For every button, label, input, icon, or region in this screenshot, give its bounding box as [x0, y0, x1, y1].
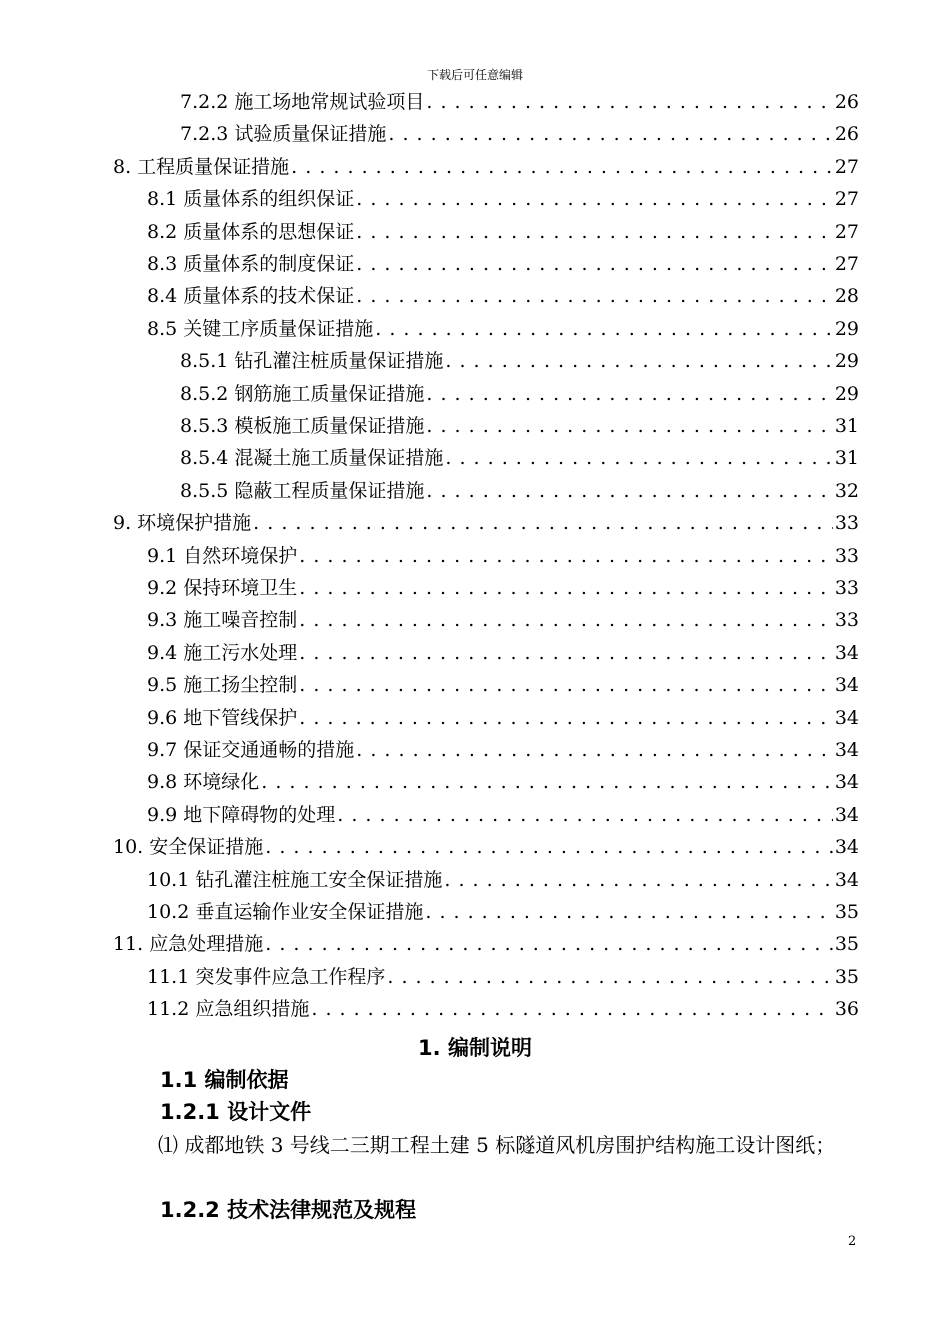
- toc-leader-dots: [426, 477, 832, 505]
- toc-entry-page: 29: [834, 317, 859, 340]
- toc-entry-page: 29: [834, 382, 859, 405]
- toc-leader-dots: [337, 801, 833, 829]
- toc-entry-label: 7.2.3 试验质量保证措施: [180, 123, 387, 146]
- toc-entry-label: 8.5.1 钻孔灌注桩质量保证措施: [180, 350, 444, 373]
- toc-entry-label: 9.6 地下管线保护: [147, 706, 298, 729]
- toc-entry[interactable]: [147, 801, 859, 829]
- toc-entry-label: 8.1 质量体系的组织保证: [147, 188, 355, 211]
- toc-entry-label: 11.2 应急组织措施: [147, 998, 310, 1021]
- toc-leader-dots: [356, 250, 833, 278]
- toc-entry-page: 33: [834, 609, 859, 632]
- toc-entry-page: 27: [834, 188, 859, 211]
- toc-leader-dots: [387, 963, 832, 991]
- toc-entry-page: 35: [834, 901, 859, 923]
- toc-entry[interactable]: [180, 88, 859, 116]
- toc-leader-dots: [445, 347, 832, 375]
- toc-leader-dots: [388, 120, 832, 148]
- toc-entry[interactable]: [113, 930, 859, 958]
- toc-entry[interactable]: [147, 542, 859, 570]
- toc-leader-dots: [253, 509, 833, 537]
- toc-entry-page: 27: [834, 155, 859, 178]
- toc-entry[interactable]: [147, 282, 859, 310]
- subsection-heading-1-1: 1.1 编制依据: [160, 1068, 289, 1092]
- toc-entry-label: 8.2 质量体系的思想保证: [147, 220, 355, 243]
- toc-leader-dots: [356, 282, 833, 310]
- toc-entry-label: 9. 环境保护措施: [113, 512, 252, 535]
- toc-leader-dots: [299, 606, 833, 634]
- toc-entry[interactable]: [147, 866, 859, 894]
- toc-entry-label: 9.2 保持环境卫生: [147, 577, 298, 599]
- toc-entry-page: 34: [834, 674, 859, 697]
- toc-leader-dots: [356, 218, 833, 246]
- toc-entry-page: 33: [834, 512, 859, 535]
- toc-entry[interactable]: [147, 185, 859, 213]
- toc-entry-page: 27: [834, 253, 859, 275]
- toc-entry-page: 34: [834, 836, 859, 859]
- toc-entry-page: 34: [834, 803, 859, 826]
- toc-entry-page: 34: [834, 771, 859, 794]
- toc-leader-dots: [291, 153, 833, 181]
- toc-entry[interactable]: [147, 574, 859, 602]
- toc-entry[interactable]: [147, 671, 859, 699]
- toc-entry-page: 31: [834, 447, 859, 470]
- toc-entry-label: 8.5 关键工序质量保证措施: [147, 317, 374, 340]
- toc-entry[interactable]: [147, 995, 859, 1023]
- toc-entry[interactable]: [147, 639, 859, 667]
- toc-entry-page: 36: [834, 998, 859, 1021]
- page-number: 2: [848, 1234, 857, 1249]
- toc-entry-page: 32: [834, 479, 859, 502]
- toc-entry-page: 29: [834, 350, 859, 373]
- toc-entry-label: 11. 应急处理措施: [113, 933, 264, 956]
- toc-entry-page: 26: [834, 91, 859, 113]
- toc-leader-dots: [444, 866, 832, 894]
- toc-leader-dots: [311, 995, 832, 1023]
- toc-entry-label: 8.5.3 模板施工质量保证措施: [180, 415, 425, 437]
- toc-entry[interactable]: [180, 120, 859, 148]
- toc-entry-page: 28: [834, 285, 859, 308]
- toc-leader-dots: [299, 704, 833, 732]
- toc-entry-page: 34: [834, 868, 859, 891]
- subsection-heading-1-2-1: 1.2.1 设计文件: [160, 1100, 312, 1124]
- toc-entry[interactable]: [147, 315, 859, 343]
- toc-entry-page: 33: [834, 544, 859, 567]
- toc-entry-label: 9.8 环境绿化: [147, 771, 260, 794]
- toc-entry-page: 35: [834, 965, 859, 988]
- toc-leader-dots: [299, 671, 833, 699]
- toc-leader-dots: [356, 185, 833, 213]
- toc-leader-dots: [375, 315, 833, 343]
- toc-entry[interactable]: [180, 412, 859, 440]
- toc-entry[interactable]: [147, 218, 859, 246]
- toc-entry-label: 9.5 施工扬尘控制: [147, 674, 298, 697]
- toc-leader-dots: [265, 833, 833, 861]
- toc-entry[interactable]: [180, 477, 859, 505]
- toc-entry-page: 33: [834, 577, 859, 599]
- toc-leader-dots: [299, 574, 833, 602]
- toc-entry[interactable]: [113, 509, 859, 537]
- toc-entry-page: 34: [834, 706, 859, 729]
- toc-leader-dots: [425, 898, 832, 926]
- toc-entry-page: 26: [834, 123, 859, 146]
- toc-leader-dots: [265, 930, 833, 958]
- toc-entry-label: 9.9 地下障碍物的处理: [147, 803, 336, 826]
- toc-entry[interactable]: [147, 736, 859, 764]
- toc-entry-label: 9.4 施工污水处理: [147, 641, 298, 664]
- toc-entry-label: 9.7 保证交通通畅的措施: [147, 739, 355, 761]
- toc-entry[interactable]: [147, 963, 859, 991]
- toc-entry-label: 8.5.2 钢筋施工质量保证措施: [180, 382, 425, 405]
- toc-entry-label: 8.5.4 混凝土施工质量保证措施: [180, 447, 444, 470]
- toc-entry-label: 8.3 质量体系的制度保证: [147, 253, 355, 275]
- page-header-note: 下载后可任意编辑: [426, 68, 523, 82]
- toc-entry-page: 27: [834, 220, 859, 243]
- toc-entry[interactable]: [113, 833, 859, 861]
- toc-entry-page: 34: [834, 641, 859, 664]
- toc-entry-label: 8.5.5 隐蔽工程质量保证措施: [180, 479, 425, 502]
- toc-entry-label: 10.2 垂直运输作业安全保证措施: [147, 901, 424, 923]
- toc-leader-dots: [261, 768, 833, 796]
- body-paragraph: ⑴ 成都地铁 3 号线二三期工程土建 5 标隧道风机房围护结构施工设计图纸；: [158, 1133, 836, 1157]
- toc-entry-label: 9.1 自然环境保护: [147, 544, 298, 567]
- toc-entry[interactable]: [113, 153, 859, 181]
- toc-entry-label: 7.2.2 施工场地常规试验项目: [180, 91, 425, 113]
- toc-entry[interactable]: [180, 380, 859, 408]
- toc-leader-dots: [299, 639, 833, 667]
- toc-entry[interactable]: [147, 704, 859, 732]
- toc-entry[interactable]: [147, 250, 859, 278]
- toc-entry-page: 31: [834, 415, 859, 437]
- subsection-heading-1-2-2: 1.2.2 技术法律规范及规程: [160, 1198, 417, 1222]
- section-heading: 1. 编制说明: [418, 1036, 532, 1060]
- toc-entry-label: 10. 安全保证措施: [113, 836, 264, 859]
- toc-entry-label: 8. 工程质量保证措施: [113, 155, 290, 178]
- toc-leader-dots: [356, 736, 833, 764]
- toc-leader-dots: [445, 444, 832, 472]
- toc-leader-dots: [426, 412, 832, 440]
- toc-entry-label: 8.4 质量体系的技术保证: [147, 285, 355, 308]
- toc-leader-dots: [426, 88, 832, 116]
- toc-entry-label: 9.3 施工噪音控制: [147, 609, 298, 632]
- toc-leader-dots: [426, 380, 832, 408]
- toc-entry-label: 11.1 突发事件应急工作程序: [147, 965, 386, 988]
- toc-entry[interactable]: [180, 347, 859, 375]
- toc-entry[interactable]: [180, 444, 859, 472]
- toc-entry-label: 10.1 钻孔灌注桩施工安全保证措施: [147, 868, 443, 891]
- toc-entry-page: 34: [834, 739, 859, 761]
- toc-entry-page: 35: [834, 933, 859, 956]
- toc-entry[interactable]: [147, 768, 859, 796]
- toc-entry[interactable]: [147, 606, 859, 634]
- toc-leader-dots: [299, 542, 833, 570]
- toc-entry[interactable]: [147, 898, 859, 926]
